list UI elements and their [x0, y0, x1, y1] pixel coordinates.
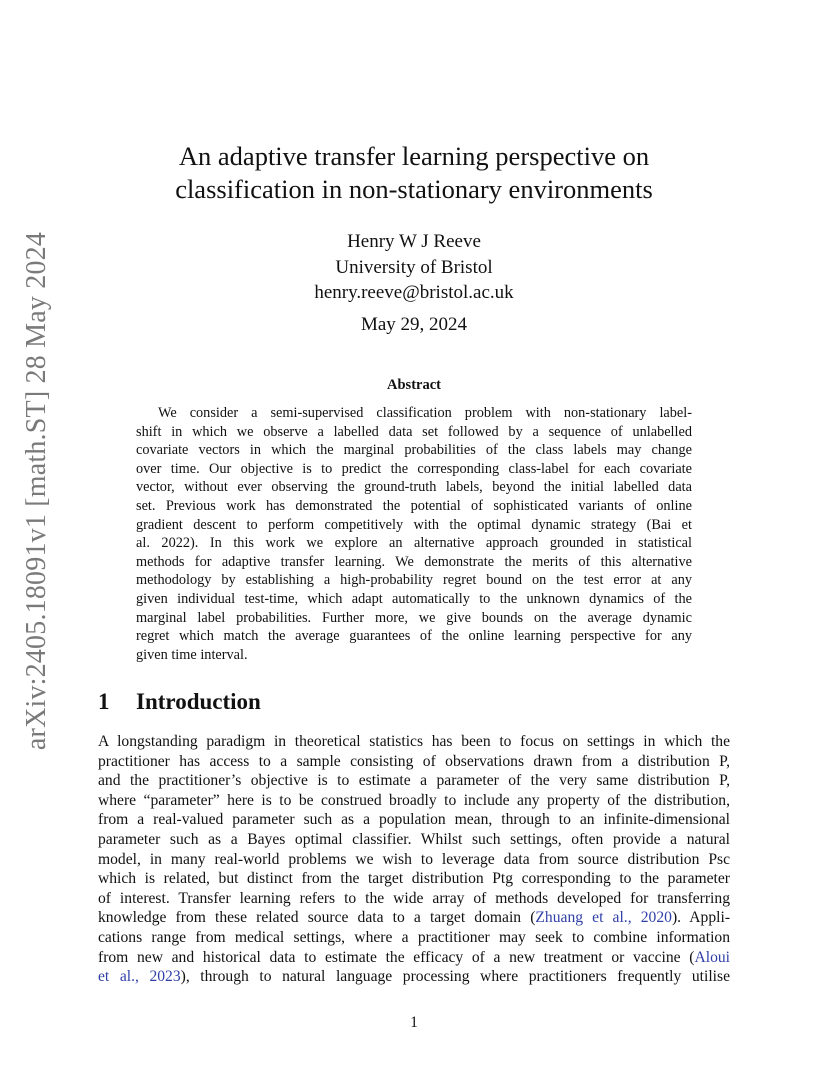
arxiv-stamp [20, 231, 54, 751]
abstract-heading: Abstract [387, 377, 441, 393]
author-block [90, 229, 738, 306]
page-number: 1 [410, 1014, 418, 1031]
arxiv-stamp-text: arXiv:2405.18091v1 [math.ST] 28 May 2024 [21, 231, 52, 751]
abstract-line: marginal label probabilities. Further more, we give bounds on the average dynamic [136, 609, 692, 626]
abstract-line: regret which match the average guarantees of the online learning perspective for any [136, 628, 692, 645]
body-line: of interest. Transfer learning refers to the wide array of methods developed for transferring [98, 889, 730, 907]
abstract-line: given individual test-time, which adapt automatically to the unknown dynamics of the [136, 590, 692, 607]
abstract-line: al. 2022). In this work we explore an alternative approach grounded in statistical [136, 535, 692, 552]
section-heading [98, 689, 261, 715]
body-line [98, 908, 730, 928]
abstract-line: methodology by establishing a high-probability regret bound on the test error at any [136, 572, 692, 589]
body-text-span: from new and historical data to estimate the efficacy of a new treatment or vaccine ( [98, 948, 695, 966]
body-line: practitioner has access to a sample consisting of observations drawn from a distribution P, [98, 752, 730, 770]
paper-date: May 29, 2024 [360, 314, 468, 335]
body-line: which is related, but distinct from the target distribution Ptg corresponding to the parameter [98, 870, 730, 888]
paper-title [90, 140, 738, 206]
citation-link[interactable]: Aloui [694, 948, 730, 966]
body-line [98, 948, 730, 968]
body-line: parameter such as a Bayes optimal classifier. Whilst such settings, often provide a natural [98, 830, 730, 848]
abstract-line: set. Previous work has demonstrated the potential of sophisticated variants of online [136, 497, 692, 514]
body-text-span: ), through to natural language processing where practitioners frequently utilise [180, 968, 730, 986]
abstract-line: covariate vectors in which the marginal probabilities of the class labels may change [136, 442, 692, 459]
citation-link[interactable]: Zhuang et al., 2020 [535, 909, 672, 927]
body-line: and the practitioner’s objective is to estimate a parameter of the very same distribution P, [98, 772, 730, 790]
author-name: Henry W J Reeve [347, 231, 481, 252]
body-line [98, 967, 730, 987]
body-line: A longstanding paradigm in theoretical statistics has been to focus on settings in which the [98, 733, 730, 750]
abstract-line: gradient descent to perform competitively with the optimal dynamic strategy (Bai et [136, 516, 692, 533]
abstract-line: We consider a semi-supervised classification problem with non-stationary label- [158, 405, 692, 421]
author-affiliation: University of Bristol [335, 256, 493, 278]
introduction-body [98, 732, 730, 987]
title-line: An adaptive transfer learning perspective on [178, 141, 650, 171]
body-line: where “parameter” here is to be construed broadly to include any property of the distribution, [98, 791, 730, 809]
body-line: from a real-valued parameter such as a population mean, through to an infinite-dimensional [98, 811, 730, 829]
section-title: Introduction [136, 689, 261, 714]
abstract-line: vector, without ever observing the ground-truth labels, beyond the initial labelled data [136, 479, 692, 496]
abstract-line: over time. Our objective is to predict the corresponding class-label for each covariate [136, 460, 692, 477]
body-line: cations range from medical settings, where a practitioner may seek to combine information [98, 928, 730, 946]
abstract-line: shift in which we observe a labelled data set followed by a sequence of unlabelled [136, 423, 692, 440]
body-line: model, in many real-world problems we wish to leverage data from source distribution Psc [98, 850, 730, 868]
title-line: classification in non-stationary environments [175, 174, 653, 204]
section-number: 1 [98, 689, 110, 714]
abstract-body [136, 404, 692, 664]
abstract-line: given time interval. [136, 646, 248, 663]
author-email: henry.reeve@bristol.ac.uk [314, 282, 514, 303]
citation-link[interactable]: et al., 2023 [98, 968, 181, 986]
body-text-span: knowledge from these related source data to a target domain ( [98, 909, 536, 927]
abstract-line: methods for adaptive transfer learning. We demonstrate the merits of this alternative [136, 553, 692, 570]
body-text-span: ). Appli- [671, 909, 731, 927]
